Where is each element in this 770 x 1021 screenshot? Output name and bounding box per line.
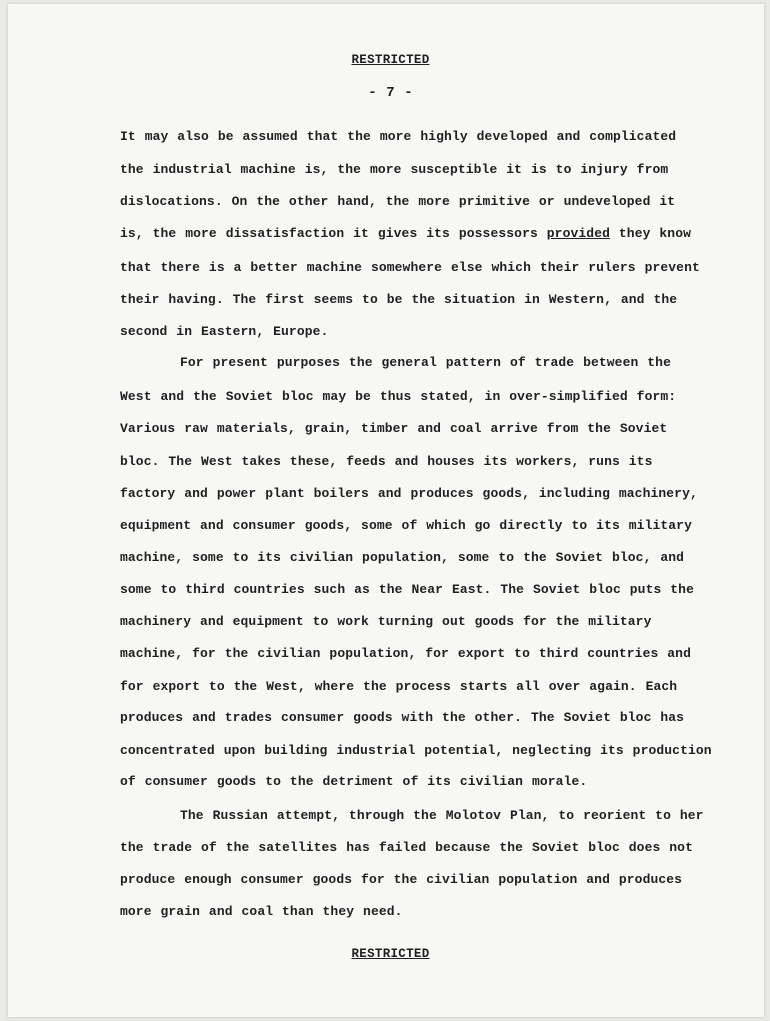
text-line: their having. The first seems to be the situation in Western, and the: [120, 292, 678, 307]
text-line: bloc. The West takes these, feeds and houses its workers, runs its: [120, 454, 653, 469]
underlined-word-provided: provided: [546, 226, 610, 241]
text-line: West and the Soviet bloc may be thus stated, in over-simplified form:: [120, 389, 677, 404]
text-line: for export to the West, where the process starts all over again. Each: [120, 679, 678, 694]
text-line: more grain and coal than they need.: [120, 904, 403, 919]
bottom-classification-marking: RESTRICTED: [351, 947, 430, 961]
text-line: second in Eastern, Europe.: [120, 324, 329, 339]
text-line: that there is a better machine somewhere else which their rulers prevent: [120, 260, 700, 275]
text-line: factory and power plant boilers and produces goods, including machinery,: [120, 486, 698, 501]
text-line: of consumer goods to the detriment of its civilian morale.: [120, 774, 588, 789]
text-line: The Russian attempt, through the Molotov Plan, to reorient to her: [180, 808, 704, 823]
text-line: produces and trades consumer goods with the other. The Soviet bloc has: [120, 710, 685, 725]
text-line: the industrial machine is, the more susceptible it is to injury from: [120, 162, 669, 177]
text-line: [120, 226, 691, 242]
text-line: some to third countries such as the Near East. The Soviet bloc puts the: [120, 582, 694, 597]
text-line: dislocations. On the other hand, the more primitive or undeveloped it: [120, 194, 676, 209]
text-segment: they know: [610, 226, 692, 241]
text-line: concentrated upon building industrial potential, neglecting its production: [120, 743, 712, 758]
text-segment: is, the more dissatisfaction it gives its possessors: [120, 226, 547, 241]
text-line: machine, for the civilian population, for export to third countries and: [120, 646, 691, 661]
text-line: equipment and consumer goods, some of which go directly to its military: [120, 518, 692, 533]
text-line: produce enough consumer goods for the civilian population and produces: [120, 872, 683, 887]
text-line: It may also be assumed that the more highly developed and complicated: [120, 129, 677, 144]
text-line: Various raw materials, grain, timber and coal arrive from the Soviet: [120, 421, 668, 436]
text-line: machinery and equipment to work turning out goods for the military: [120, 614, 652, 629]
page-number: - 7 -: [368, 85, 413, 101]
top-classification-marking: RESTRICTED: [351, 53, 430, 67]
document-page: [8, 4, 764, 1017]
text-line: machine, some to its civilian population, some to the Soviet bloc, and: [120, 550, 685, 565]
text-line: the trade of the satellites has failed because the Soviet bloc does not: [120, 840, 693, 855]
text-line: For present purposes the general pattern of trade between the: [180, 355, 671, 370]
